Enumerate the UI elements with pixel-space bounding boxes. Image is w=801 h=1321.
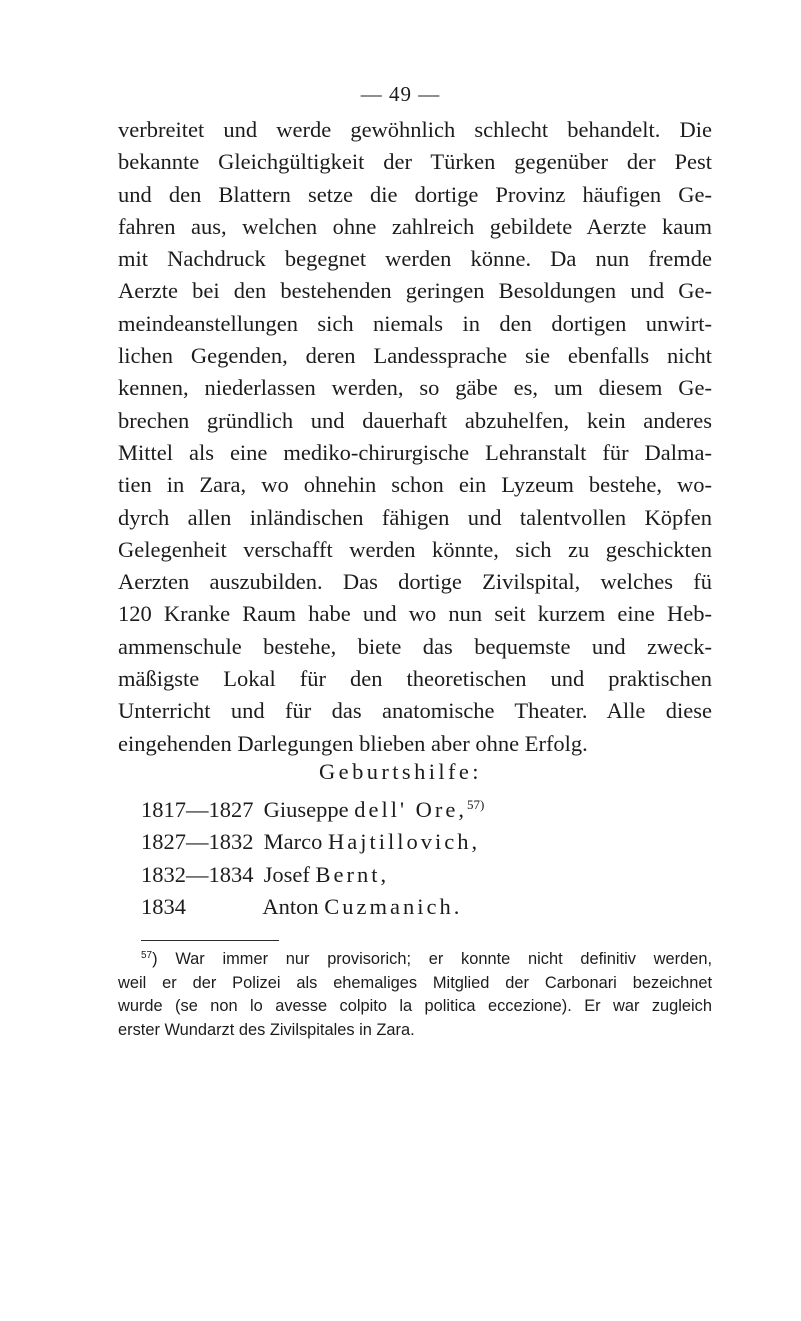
footnote-reference: 57): [467, 797, 485, 812]
chronology-entry: [141, 891, 484, 923]
entry-surname: Cuzmanich.: [324, 893, 463, 919]
footnote-line: weil er der Polizei als ehemaliges Mitglied der Carbonari bezeichnet: [118, 973, 712, 992]
chronology-entry: [141, 859, 484, 891]
text-line: fahren aus, welchen ohne zahlreich gebildete Aerzte kaum: [118, 213, 712, 239]
text-line: 120 Kranke Raum habe und wo nun seit kurzem eine Heb-: [118, 601, 712, 627]
text-line: meindeanstellungen sich niemals in den dortigen unwirt-: [118, 310, 712, 336]
entry-years: 1834: [141, 893, 186, 919]
entry-given-name: Anton: [262, 893, 319, 919]
text-line: verbreitet und werde gewöhnlich schlecht behandelt. Die: [118, 117, 712, 142]
text-line: Mittel als eine mediko-chirurgische Lehranstalt für Dalma-: [118, 439, 712, 465]
page-number: — 49 —: [360, 82, 441, 106]
text-line: kennen, niederlassen werden, so gäbe es, um diesem Ge-: [118, 375, 712, 401]
text-line: bekannte Gleichgültigkeit der Türken gegenüber der Pest: [118, 149, 712, 175]
footnote-line: [118, 948, 712, 972]
text-line: lichen Gegenden, deren Landessprache sie ebenfalls nicht: [118, 343, 712, 369]
text-line: dyrch allen inländischen fähigen und talentvollen Köpfen: [118, 504, 712, 530]
text-line: ammenschule bestehe, biete das bequemste und zweck-: [118, 633, 712, 659]
entry-years: 1827—1832: [141, 829, 254, 855]
entry-given-name: Marco: [263, 829, 323, 855]
text-line: Gelegenheit verschafft werden könnte, sich zu geschickten: [118, 536, 712, 562]
chronology-entry: [141, 826, 484, 858]
footnote: [118, 948, 712, 1042]
entry-given-name: Josef: [263, 861, 310, 887]
text-line: brechen gründlich und dauerhaft abzuhelfen, kein anderes: [118, 407, 712, 433]
section-heading: Geburtshilfe:: [319, 759, 482, 784]
body-paragraph: [118, 114, 712, 760]
footnote-line: wurde (se non lo avesse colpito la politica eccezione). Er war zugleich: [118, 997, 712, 1016]
chronology-list: [141, 794, 484, 923]
text-line: Aerzten auszubilden. Das dortige Zivilspital, welches fü: [118, 569, 712, 595]
text-line: mäßigste Lokal für den theoretischen und praktischen: [118, 666, 712, 692]
text-line: mit Nachdruck begegnet werden könne. Da nun fremde: [118, 246, 712, 272]
chronology-entry: [141, 794, 484, 826]
entry-given-name: Giuseppe: [263, 797, 349, 822]
footnote-line: erster Wundarzt des Zivilspitales in Zara.: [118, 1020, 415, 1039]
entry-surname: Hajtillovich,: [327, 829, 481, 855]
text-line: tien in Zara, wo ohnehin schon ein Lyzeum bestehe, wo-: [118, 472, 712, 498]
entry-surname: dell' Ore,: [354, 797, 468, 822]
entry-years: 1817—1827: [141, 797, 254, 822]
text-line: eingehenden Darlegungen blieben aber ohne Erfolg.: [118, 730, 588, 756]
text-line: Unterricht und für das anatomische Theater. Alle diese: [118, 698, 712, 724]
text-line: Aerzte bei den bestehenden geringen Besoldungen und Ge-: [118, 278, 712, 304]
footnote-text: ) War immer nur provisorich; er konnte nicht definitiv werden,: [152, 950, 712, 968]
entry-surname: Bernt,: [315, 861, 390, 887]
footnote-marker: 57: [141, 950, 153, 961]
text-line: und den Blattern setze die dortige Provinz häufigen Ge-: [118, 181, 712, 207]
entry-years: 1832—1834: [141, 861, 254, 887]
footnote-divider: [141, 940, 279, 941]
